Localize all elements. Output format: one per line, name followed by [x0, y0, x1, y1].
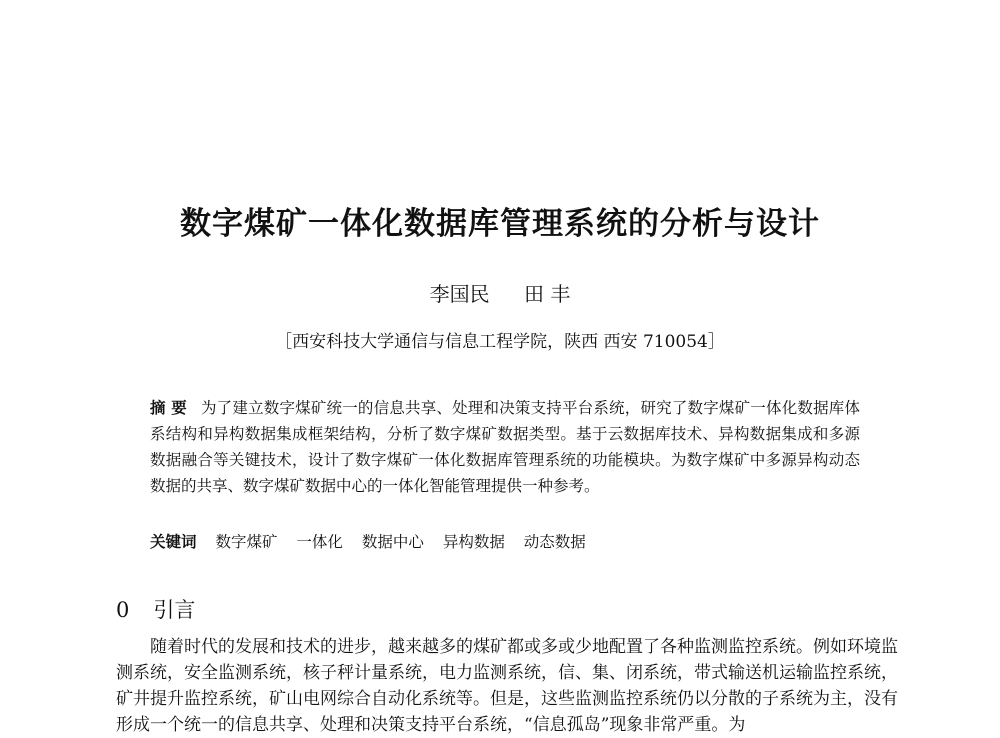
abstract-text: 为了建立数字煤矿统一的信息共享、处理和决策支持平台系统，研究了数字煤矿一体化数据库体系结构和异构数据集成框架结构，分析了数字煤矿数据类型。基于云数据库技术、异构数据集成和多源数据融合等关键技术，设计了数字煤矿一体化数据库管理系统的功能模块。为数字煤矿中多源异构动态数据的共享、数字煤矿数据中心的一体化智能管理提供一种参考。 [150, 399, 860, 495]
abstract [150, 395, 860, 499]
affiliation: ［西安科技大学通信与信息工程学院，陕西 西安 710054］ [275, 332, 725, 352]
author-list [0, 278, 1000, 307]
keywords-label: 关键词 [150, 533, 197, 551]
section-title: 引言 [153, 598, 196, 622]
keyword: 异构数据 [442, 533, 505, 551]
author-name: 田 丰 [524, 282, 571, 306]
body-paragraph: 随着时代的发展和技术的进步，越来越多的煤矿都或多或少地配置了各种监测监控系统。例如环境监测系统，安全监测系统，核子秤计量系统，电力监测系统，信、集、闭系统，带式输送机运输监控系统，矿井提升监控系统，矿山电网综合自动化系统等。但是，这些监测监控系统仍以分散的子系统为主，没有形成一个统一的信息共享、处理和决策支持平台系统，“信息孤岛”现象非常严重。为 [116, 637, 898, 735]
paper-title: 数字煤矿一体化数据库管理系统的分析与设计 [180, 206, 820, 242]
author-name: 李国民 [429, 282, 490, 306]
keyword: 一体化 [296, 533, 343, 551]
abstract-label: 摘 要 [150, 399, 187, 417]
section-heading [116, 594, 195, 624]
keyword: 数据中心 [361, 533, 424, 551]
keyword: 动态数据 [523, 533, 586, 551]
section-number: 0 [116, 598, 130, 622]
keyword: 数字煤矿 [215, 533, 278, 551]
keywords [150, 530, 600, 552]
